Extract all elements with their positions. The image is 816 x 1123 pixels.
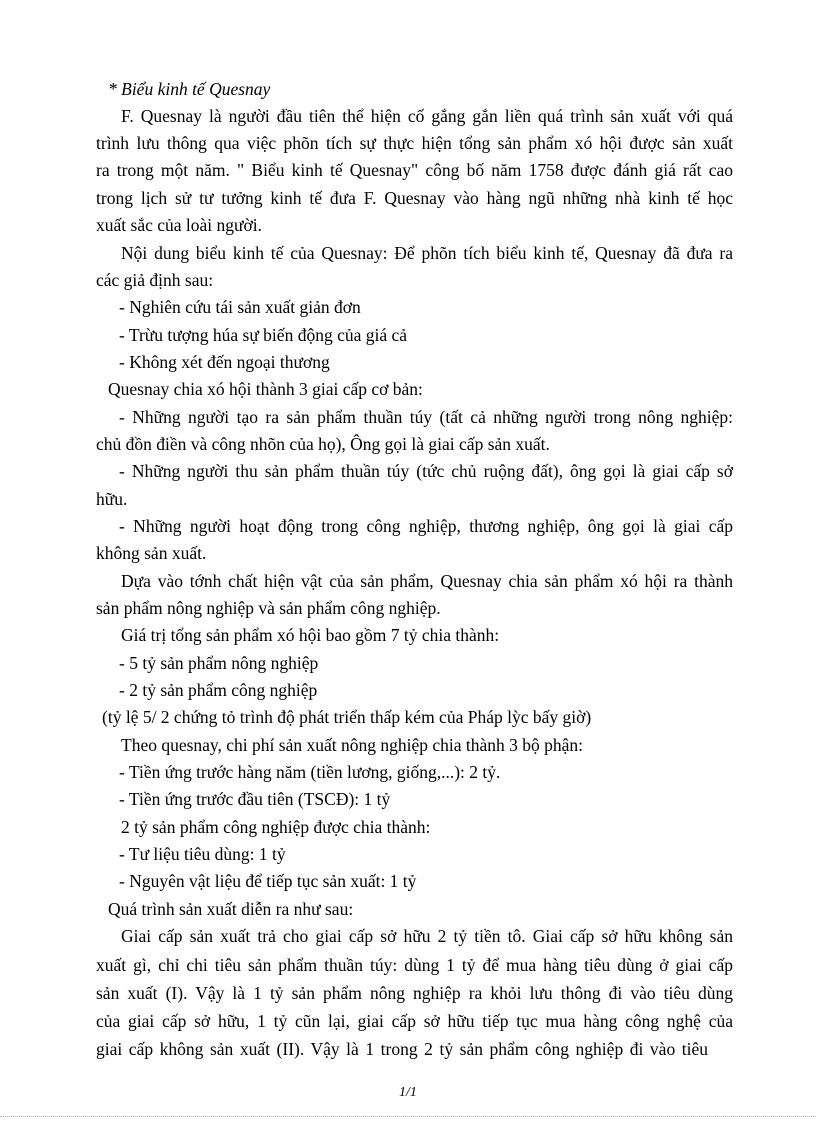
list-item: - Tư liệu tiêu dùng: 1 tỷ — [119, 844, 286, 864]
text-line: F. Quesnay là người đầu tiên thể hiện cố gắng gắn liền quá trình sản xuất với quá — [121, 106, 733, 126]
list-item: - Trừu tượng húa sự biến động của giá cả — [119, 325, 408, 345]
text-line: sản phẩm nông nghiệp và sản phẩm công nghiệp. — [96, 598, 441, 618]
text-line: Dựa vào tớnh chất hiện vật của sản phẩm, Quesnay chia sản phẩm xó hội ra thành — [121, 571, 733, 591]
text-line: Quá trình sản xuất diễn ra như sau: — [108, 899, 354, 919]
list-item: - 5 tỷ sản phẩm nông nghiệp — [119, 653, 319, 673]
text-line: giai cấp không sản xuất (II). Vậy là 1 trong 2 tỷ sản phẩm công nghiệp đi vào tiêu — [96, 1039, 708, 1059]
text-line: chủ đồn điền và công nhõn của họ), Ông gọi là giai cấp sản xuất. — [96, 434, 550, 454]
text-line: (tỷ lệ 5/ 2 chứng tỏ trình độ phát triển thấp kém của Pháp lỳc bấy giờ) — [102, 707, 592, 727]
list-item: - Những người tạo ra sản phẩm thuần túy (tất cả những người trong nông nghiệp: — [119, 407, 733, 427]
list-item: - Không xét đến ngoại thương — [119, 352, 330, 372]
text-line: xuất sắc của loài người. — [96, 215, 262, 235]
text-line: Quesnay chia xó hội thành 3 giai cấp cơ bản: — [108, 379, 423, 399]
text-line: ra trong một năm. " Biểu kinh tế Quesnay" công bố năm 1758 được đánh giá rất cao — [96, 160, 733, 180]
text-line: không sản xuất. — [96, 543, 207, 563]
list-item: - 2 tỷ sản phẩm công nghiệp — [119, 680, 318, 700]
text-line: Giai cấp sản xuất trả cho giai cấp sở hữu 2 tỷ tiền tô. Giai cấp sở hữu không sản — [121, 926, 733, 946]
page-number: 1/1 — [399, 1085, 417, 1100]
text-line: sản xuất (I). Vậy là 1 tỷ sản phẩm nông nghiệp ra khỏi lưu thông đi vào tiêu dùng — [96, 983, 733, 1003]
list-item: - Tiền ứng trước đầu tiên (TSCĐ): 1 tỷ — [119, 789, 391, 809]
list-item: - Nguyên vật liệu để tiếp tục sản xuất: 1 tỷ — [119, 871, 417, 891]
text-line: các giả định sau: — [96, 270, 214, 290]
text-line: trong lịch sử tư tưởng kinh tế đưa F. Quesnay vào hàng ngũ những nhà kinh tế học — [96, 188, 733, 208]
text-line: 2 tỷ sản phẩm công nghiệp được chia thành: — [121, 817, 431, 837]
list-item: - Nghiên cứu tái sản xuất giản đơn — [119, 297, 361, 317]
text-line: Nội dung biểu kinh tế của Quesnay: Để phõn tích biểu kinh tế, Quesnay đã đưa ra — [121, 243, 733, 263]
text-line: Theo quesnay, chi phí sản xuất nông nghiệp chia thành 3 bộ phận: — [121, 735, 584, 755]
list-item: - Tiền ứng trước hàng năm (tiền lương, giống,...): 2 tỷ. — [119, 762, 501, 782]
text-line: xuất gì, chỉ chi tiêu sản phẩm thuần túy: dùng 1 tỷ để mua hàng tiêu dùng ở giai cấp — [96, 955, 733, 975]
text-line: Giá trị tổng sản phẩm xó hội bao gồm 7 tỷ chia thành: — [121, 625, 500, 645]
text-line: trình lưu thông qua việc phõn tích sự thực hiện tổng sản phẩm xó hội được sản xuất — [96, 133, 733, 153]
text-line: hữu. — [96, 489, 128, 509]
text-line: của giai cấp sở hữu, 1 tỷ cũn lại, giai cấp sở hữu tiếp tục mua hàng công nghệ của — [96, 1011, 733, 1031]
section-heading: * Biểu kinh tế Quesnay — [108, 79, 271, 99]
page-bottom-rule — [0, 1116, 816, 1117]
list-item: - Những người hoạt động trong công nghiệp, thương nghiệp, ông gọi là giai cấp — [119, 516, 733, 536]
list-item: - Những người thu sản phẩm thuần túy (tức chủ ruộng đất), ông gọi là giai cấp sở — [119, 461, 733, 481]
